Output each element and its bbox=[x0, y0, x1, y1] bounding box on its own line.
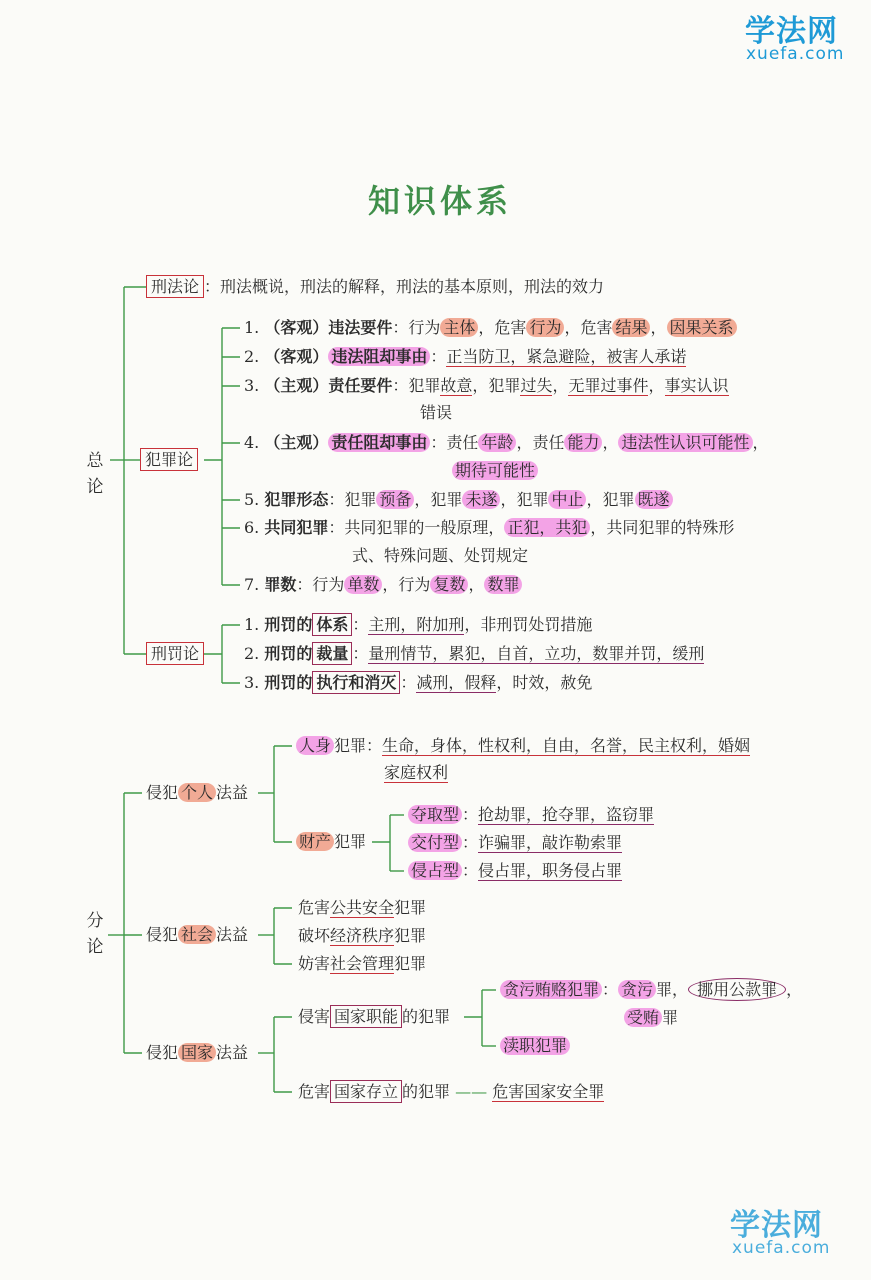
highlight: 结果 bbox=[612, 318, 650, 337]
item-heading: （主观）责任要件 bbox=[264, 376, 393, 395]
highlight: 财产 bbox=[296, 832, 334, 851]
state-existence-crime-row bbox=[298, 1081, 604, 1103]
text: ，犯罪 bbox=[414, 490, 463, 509]
item-number: 2. bbox=[244, 644, 260, 663]
text: 侵犯 bbox=[146, 925, 179, 944]
crime-theory-box bbox=[140, 449, 198, 471]
watermark-url-top: xuefa.com bbox=[746, 44, 845, 64]
criminal-law-theory-row bbox=[146, 276, 604, 298]
highlight: 单数 bbox=[344, 575, 382, 594]
highlight: 个人 bbox=[178, 783, 216, 802]
underline: 危害国家安全罪 bbox=[492, 1082, 605, 1101]
text: ，行为 bbox=[382, 575, 431, 594]
social-interest-node bbox=[146, 924, 248, 946]
item-number: 2. bbox=[244, 347, 260, 366]
colon: ： bbox=[352, 615, 369, 634]
text: 危害 bbox=[298, 898, 331, 917]
text: 危害 bbox=[298, 1082, 331, 1101]
underline: 过失 bbox=[520, 376, 553, 395]
page-title: 知识体系 bbox=[368, 182, 513, 220]
crime-item-5 bbox=[244, 489, 673, 511]
punishment-item-1 bbox=[244, 614, 592, 636]
colon: ： bbox=[462, 861, 479, 880]
text: 犯罪 bbox=[334, 832, 367, 851]
item-heading-prefix: （客观） bbox=[264, 347, 329, 366]
text: ，犯罪 bbox=[472, 376, 521, 395]
boxed-term: 国家存立 bbox=[330, 1080, 402, 1103]
dereliction-crime-node bbox=[500, 1035, 570, 1057]
personal-interest-node bbox=[146, 782, 248, 804]
item-heading: 犯罪形态 bbox=[264, 490, 329, 509]
item-number: 3. bbox=[244, 376, 260, 395]
text: 犯罪 bbox=[394, 898, 427, 917]
text: ，犯罪 bbox=[586, 490, 635, 509]
corruption-crime-row bbox=[500, 979, 802, 1001]
colon: ： bbox=[400, 673, 417, 692]
text: 犯罪 bbox=[344, 490, 377, 509]
text: ，共同犯罪的特殊形 bbox=[590, 518, 735, 537]
watermark-logo-bottom: 学法网 bbox=[730, 1208, 823, 1243]
text: 犯罪 bbox=[408, 376, 441, 395]
item-heading: 罪数 bbox=[264, 575, 297, 594]
property-crime-node bbox=[296, 831, 366, 853]
highlight: 因果关系 bbox=[667, 318, 737, 337]
crime-item-1 bbox=[244, 317, 737, 339]
highlight: 交付型 bbox=[408, 833, 462, 852]
crime-item-3 bbox=[244, 375, 729, 397]
text: ，时效，赦免 bbox=[496, 673, 593, 692]
person-crime-row bbox=[296, 735, 750, 757]
text: ，危害 bbox=[478, 318, 527, 337]
colon: ： bbox=[392, 318, 409, 337]
underline: 社会管理 bbox=[330, 954, 395, 973]
underline: 抢劫罪，抢夺罪，盗窃罪 bbox=[478, 805, 655, 824]
highlight: 中止 bbox=[548, 490, 586, 509]
text: 行为 bbox=[312, 575, 345, 594]
underline: 无罪过事件 bbox=[568, 376, 649, 395]
text: ， bbox=[786, 980, 803, 999]
underline: 事实认识 bbox=[664, 376, 729, 395]
item-heading-prefix: （主观） bbox=[264, 433, 329, 452]
colon: ： bbox=[462, 833, 479, 852]
text: ， bbox=[752, 433, 769, 452]
item-heading: （客观）违法要件 bbox=[264, 318, 393, 337]
underline: 诈骗罪，敲诈勒索罪 bbox=[478, 833, 623, 852]
highlight: 年龄 bbox=[478, 433, 516, 452]
highlight: 未遂 bbox=[462, 490, 500, 509]
text: 侵犯 bbox=[146, 783, 179, 802]
item-number: 6. bbox=[244, 518, 260, 537]
text: 法益 bbox=[216, 1043, 249, 1062]
text: 妨害 bbox=[298, 954, 331, 973]
boxed-term: 国家职能 bbox=[330, 1005, 402, 1028]
colon: ： bbox=[392, 376, 409, 395]
colon: ： bbox=[602, 980, 619, 999]
highlight: 行为 bbox=[526, 318, 564, 337]
highlight: 贪污贿赂犯罪 bbox=[500, 980, 602, 999]
text: ， bbox=[648, 376, 665, 395]
crime-item-4-wrap bbox=[452, 460, 538, 482]
text: ，责任 bbox=[516, 433, 565, 452]
item-heading: 违法阻却事由 bbox=[328, 347, 430, 366]
colon: ： bbox=[328, 490, 345, 509]
text: 犯罪 bbox=[394, 954, 427, 973]
underline: 量刑情节，累犯，自首，立功，数罪并罚，缓刑 bbox=[368, 644, 705, 663]
crime-item-3-wrap: 错误 bbox=[420, 403, 453, 422]
boxed-term: 体系 bbox=[312, 613, 352, 636]
watermark-logo-top: 学法网 bbox=[745, 14, 838, 49]
text: 侵犯 bbox=[146, 1043, 179, 1062]
highlight: 数罪 bbox=[484, 575, 522, 594]
person-crime-wrap bbox=[384, 762, 448, 784]
text: 罪 bbox=[662, 1008, 679, 1027]
text: ， bbox=[602, 433, 619, 452]
highlight: 期待可能性 bbox=[452, 461, 538, 480]
highlight: 受贿 bbox=[624, 1008, 662, 1027]
property-type-1 bbox=[408, 804, 654, 826]
text: ，犯罪 bbox=[500, 490, 549, 509]
underline: 家庭权利 bbox=[384, 763, 449, 782]
text: ，非刑罚处罚措施 bbox=[464, 615, 593, 634]
text: 法益 bbox=[216, 783, 249, 802]
text: 罪， bbox=[656, 980, 689, 999]
circled-term: 挪用公款罪 bbox=[688, 978, 786, 1001]
property-type-2 bbox=[408, 832, 622, 854]
highlight: 贪污 bbox=[618, 980, 656, 999]
highlight: 社会 bbox=[178, 925, 216, 944]
item-number: 5. bbox=[244, 490, 260, 509]
crime-item-2 bbox=[244, 346, 686, 368]
highlight: 夺取型 bbox=[408, 805, 462, 824]
underline: 减刑，假释 bbox=[416, 673, 497, 692]
colon: ： bbox=[430, 433, 447, 452]
text: 行为 bbox=[408, 318, 441, 337]
highlight: 正犯，共犯 bbox=[504, 518, 590, 537]
highlight: 预备 bbox=[376, 490, 414, 509]
text: 破坏 bbox=[298, 926, 331, 945]
punishment-theory-label: 刑罚论 bbox=[146, 642, 204, 665]
text: 侵害 bbox=[298, 1007, 331, 1026]
boxed-term: 执行和消灭 bbox=[312, 671, 400, 694]
text: ， bbox=[552, 376, 569, 395]
underline: 故意 bbox=[440, 376, 473, 395]
highlight: 复数 bbox=[430, 575, 468, 594]
punishment-item-2 bbox=[244, 643, 704, 665]
underline: 生命，身体，性权利，自由，名誉，民主权利，婚姻 bbox=[382, 736, 751, 755]
colon: ： bbox=[204, 277, 221, 296]
underline: 公共安全 bbox=[330, 898, 395, 917]
text: ，危害 bbox=[564, 318, 613, 337]
underline: 侵占罪，职务侵占罪 bbox=[478, 861, 623, 880]
underline: 经济秩序 bbox=[330, 926, 395, 945]
punishment-item-3 bbox=[244, 672, 592, 694]
social-item-3 bbox=[298, 953, 426, 975]
text: 的犯罪 bbox=[402, 1082, 451, 1101]
item-heading: 刑罚的 bbox=[264, 615, 313, 634]
specific-part-label: 分论 bbox=[86, 911, 104, 957]
criminal-law-theory-box: 刑法论 bbox=[146, 275, 204, 298]
boxed-term: 裁量 bbox=[312, 642, 352, 665]
colon: ： bbox=[430, 347, 447, 366]
colon: ： bbox=[296, 575, 313, 594]
text: 的犯罪 bbox=[402, 1007, 451, 1026]
state-function-crime-node bbox=[298, 1006, 450, 1028]
highlight: 国家 bbox=[178, 1043, 216, 1062]
connector-dash: —— bbox=[455, 1082, 488, 1101]
crime-theory-label: 犯罪论 bbox=[140, 448, 198, 471]
text: ， bbox=[650, 318, 667, 337]
text: 法益 bbox=[216, 925, 249, 944]
item-number: 3. bbox=[244, 673, 260, 692]
highlight: 渎职犯罪 bbox=[500, 1036, 570, 1055]
highlight: 能力 bbox=[564, 433, 602, 452]
colon: ： bbox=[328, 518, 345, 537]
text: 责任 bbox=[446, 433, 479, 452]
text: 犯罪 bbox=[394, 926, 427, 945]
property-type-3 bbox=[408, 860, 622, 882]
underline: 主刑，附加刑 bbox=[368, 615, 465, 634]
highlight: 侵占型 bbox=[408, 861, 462, 880]
text: 共同犯罪的一般原理， bbox=[344, 518, 505, 537]
item-heading: 共同犯罪 bbox=[264, 518, 329, 537]
social-item-2 bbox=[298, 925, 426, 947]
highlight: 违法性认识可能性 bbox=[618, 433, 752, 452]
social-item-1 bbox=[298, 897, 426, 919]
text: ， bbox=[468, 575, 485, 594]
watermark-url-bottom: xuefa.com bbox=[732, 1238, 831, 1258]
highlight: 主体 bbox=[440, 318, 478, 337]
item-heading: 刑罚的 bbox=[264, 644, 313, 663]
state-interest-node bbox=[146, 1042, 248, 1064]
crime-item-6 bbox=[244, 517, 734, 539]
general-part-label: 总论 bbox=[86, 451, 104, 497]
highlight: 既遂 bbox=[635, 490, 673, 509]
item-text: 正当防卫，紧急避险，被害人承诺 bbox=[446, 347, 687, 366]
colon: ： bbox=[366, 736, 383, 755]
criminal-law-theory-text: 刑法概说，刑法的解释，刑法的基本原则，刑法的效力 bbox=[220, 277, 605, 296]
highlight: 人身 bbox=[296, 736, 334, 755]
item-heading: 刑罚的 bbox=[264, 673, 313, 692]
item-number: 7. bbox=[244, 575, 260, 594]
item-number: 1. bbox=[244, 615, 260, 634]
crime-item-4 bbox=[244, 432, 769, 454]
item-number: 4. bbox=[244, 433, 260, 452]
colon: ： bbox=[352, 644, 369, 663]
crime-item-7 bbox=[244, 574, 522, 596]
punishment-theory-box bbox=[146, 643, 204, 665]
corruption-crime-wrap bbox=[624, 1007, 678, 1029]
text: 犯罪 bbox=[334, 736, 367, 755]
colon: ： bbox=[462, 805, 479, 824]
crime-item-6-wrap: 式、特殊问题、处罚规定 bbox=[352, 546, 529, 565]
item-heading: 责任阻却事由 bbox=[328, 433, 430, 452]
item-number: 1. bbox=[244, 318, 260, 337]
